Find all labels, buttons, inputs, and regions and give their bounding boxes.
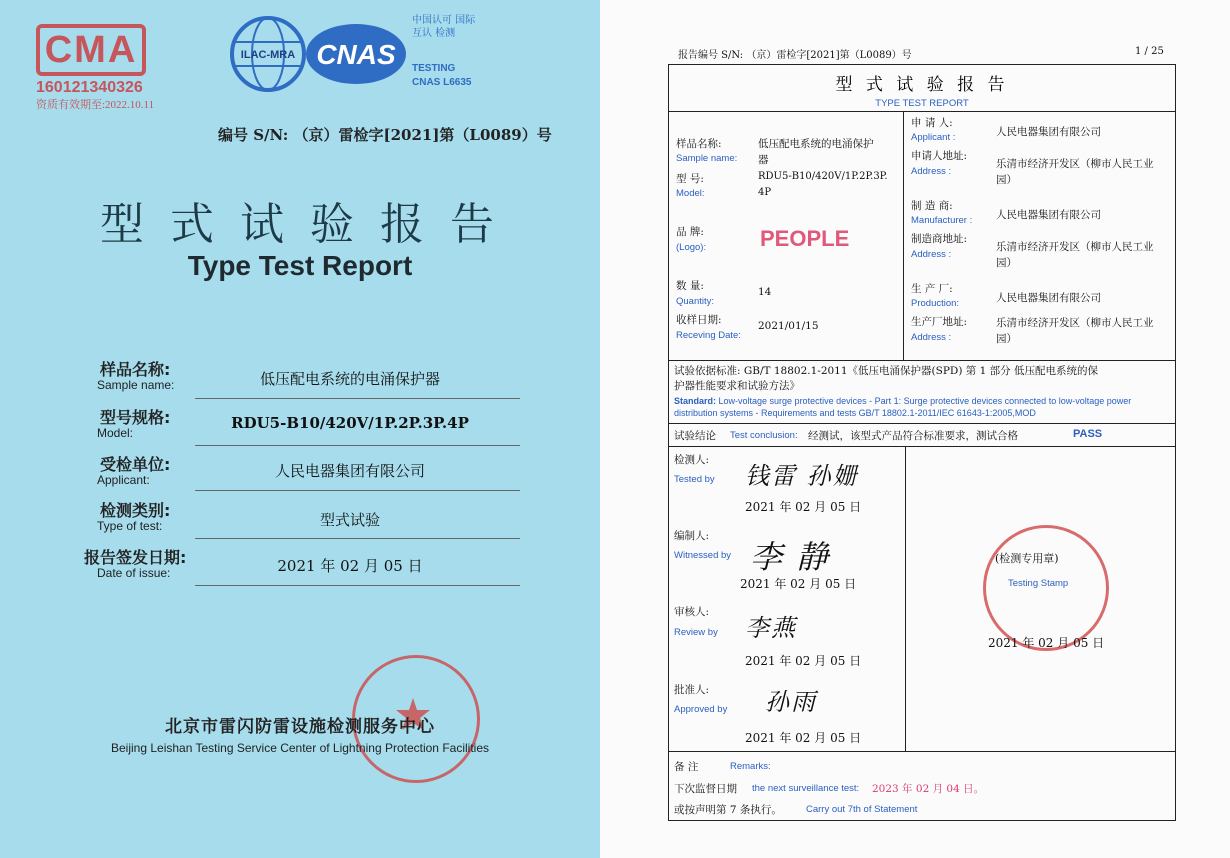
field-en-testtype: Type of test: <box>97 519 163 533</box>
label-brand-en: (Logo): <box>676 242 707 253</box>
cover-page <box>0 0 600 858</box>
conclusion-pass: PASS <box>1073 428 1103 440</box>
surveillance-label-en: the next surveillance test: <box>752 783 860 794</box>
label-recv-en: Receving Date: <box>676 330 741 341</box>
stamp-date: 2021 年 02 月 05 日 <box>988 636 1105 650</box>
label-prod-addr-en: Address : <box>911 332 952 343</box>
cnas-text: CNAS <box>316 39 396 70</box>
label-sample-en: Sample name: <box>676 153 738 164</box>
cover-title-zh: 型 式 试 验 报 告 <box>100 199 500 250</box>
remarks-label-en: Remarks: <box>730 761 771 772</box>
label-model-en: Model: <box>676 188 705 199</box>
conclusion-text: 经测试，该型式产品符合标准要求，测试合格 <box>808 430 1018 442</box>
witness-date: 2021 年 02 月 05 日 <box>740 577 857 591</box>
witness-label: 编制人: <box>674 530 710 542</box>
approve-label: 批准人: <box>674 684 710 696</box>
report-serial: 报告编号 S/N: （京）雷检字[2021]第（L0089）号 <box>678 50 912 61</box>
label-model: 型 号: <box>676 173 704 185</box>
statement-text: 或按声明第 7 条执行。 <box>674 804 782 816</box>
report-title-zh: 型 式 试 验 报 告 <box>835 75 1009 95</box>
value-model-2: 4P <box>758 187 772 198</box>
value-app-addr-2: 园） <box>996 174 1017 186</box>
field-en-model: Model: <box>97 426 134 440</box>
field-value-applicant: 人民电器集团有限公司 <box>274 462 425 480</box>
standard-en-1 <box>674 396 1131 406</box>
standard-en-text: Low-voltage surge protective devices - Part 1: Surge protective devices connected to low-voltage power <box>716 396 1132 406</box>
cnas-en-1: TESTING <box>412 63 456 74</box>
field-label-sample: 样品名称: <box>100 360 171 379</box>
field-value-testtype: 型式试验 <box>319 511 380 529</box>
field-en-applicant: Applicant: <box>97 473 150 487</box>
value-mfr-addr-2: 园） <box>996 257 1017 269</box>
review-label: 审核人: <box>674 606 710 618</box>
cnas-en-2: CNAS L6635 <box>412 77 472 88</box>
page-number: 1 / 25 <box>1135 46 1164 57</box>
label-sample: 样品名称: <box>676 138 722 150</box>
cover-serial: 编号 S/N: （京）雷检字[2021]第（L0089）号 <box>218 126 552 144</box>
org-name-zh: 北京市雷闪防雷设施检测服务中心 <box>165 717 435 737</box>
field-line <box>195 490 520 491</box>
standard-en-2: distribution systems - Requirements and tests GB/T 18802.1-2011/IEC 61643-1:2005,MOD <box>674 408 1036 418</box>
standard-en-label: Standard: <box>674 396 717 406</box>
field-value-sample: 低压配电系统的电涌保护器 <box>259 370 440 388</box>
report-title-en: TYPE TEST REPORT <box>875 98 969 109</box>
remarks-label: 备 注 <box>674 761 699 773</box>
field-value-model: RDU5-B10/420V/1P.2P.3P.4P <box>231 414 469 432</box>
field-line <box>195 398 520 399</box>
label-qty: 数 量: <box>676 280 704 292</box>
field-label-model: 型号规格: <box>100 408 171 427</box>
approve-signature: 孙雨 <box>765 688 817 716</box>
conclusion-label-en: Test conclusion: <box>730 430 798 441</box>
org-name-en: Beijing Leishan Testing Service Center of Lightning Protection Facilities <box>111 741 489 755</box>
field-label-applicant: 受检单位: <box>100 455 171 474</box>
field-label-testtype: 检测类别: <box>100 501 171 520</box>
label-recv: 收样日期: <box>676 314 722 326</box>
field-line <box>195 538 520 539</box>
label-prod-addr: 生产厂地址: <box>911 316 968 328</box>
cma-number: 160121340326 <box>36 79 143 96</box>
report-page <box>600 0 1230 858</box>
cover-title-en: Type Test Report <box>187 250 413 281</box>
value-app-addr-1: 乐清市经济开发区（柳市人民工业 <box>996 158 1154 170</box>
surveillance-label: 下次监督日期 <box>674 783 737 795</box>
approve-label-en: Approved by <box>674 704 728 715</box>
label-brand: 品 牌: <box>676 226 704 238</box>
tested-label-en: Tested by <box>674 474 715 485</box>
value-applicant: 人民电器集团有限公司 <box>996 126 1101 138</box>
value-prod: 人民电器集团有限公司 <box>996 292 1101 304</box>
field-value-issue: 2021 年 02 月 05 日 <box>277 557 423 575</box>
label-app-addr-en: Address : <box>911 166 952 177</box>
value-qty: 14 <box>758 286 772 298</box>
value-model-1: RDU5-B10/420V/1P.2P.3P. <box>758 171 888 182</box>
label-prod-en: Production: <box>911 298 960 309</box>
statement-text-en: Carry out 7th of Statement <box>806 804 918 815</box>
value-recv: 2021/01/15 <box>758 320 819 332</box>
label-applicant: 申 请 人: <box>911 117 953 129</box>
label-app-addr: 申请人地址: <box>911 150 968 162</box>
ilac-cnas-logo <box>228 14 408 94</box>
surveillance-date: 2023 年 02 月 04 日。 <box>872 783 985 795</box>
conclusion-label: 试验结论 <box>674 430 716 442</box>
value-sample-2: 器 <box>758 154 769 166</box>
value-prod-addr-2: 园） <box>996 333 1017 345</box>
tested-label: 检测人: <box>674 454 710 466</box>
standard-zh-1: 试验依据标准: GB/T 18802.1-2011《低压电涌保护器(SPD) 第 1 部分 低压配电系统的保 <box>674 365 1098 377</box>
cma-valid-date: 资质有效期至:2022.10.11 <box>36 99 155 111</box>
label-prod: 生 产 厂: <box>911 283 953 295</box>
label-mfr: 制 造 商: <box>911 200 953 212</box>
field-line <box>195 445 520 446</box>
review-date: 2021 年 02 月 05 日 <box>745 654 862 668</box>
field-en-issue: Date of issue: <box>97 566 171 580</box>
witness-label-en: Witnessed by <box>674 550 732 561</box>
tested-signature: 钱雷 孙姗 <box>745 462 859 490</box>
value-prod-addr-1: 乐清市经济开发区（柳市人民工业 <box>996 317 1154 329</box>
value-mfr: 人民电器集团有限公司 <box>996 209 1101 221</box>
label-applicant-en: Applicant : <box>911 132 956 143</box>
value-sample-1: 低压配电系统的电涌保护 <box>758 138 874 150</box>
cnas-zh: 中国认可 国际互认 检测 <box>412 15 476 39</box>
stamp-label: (检测专用章) <box>995 552 1059 565</box>
witness-signature: 李 静 <box>750 538 831 576</box>
people-logo: PEOPLE <box>760 226 850 251</box>
standard-zh-2: 护器性能要求和试验方法》 <box>674 380 800 392</box>
label-mfr-addr-en: Address : <box>911 249 952 260</box>
field-label-issue: 报告签发日期: <box>84 548 187 567</box>
label-mfr-addr: 制造商地址: <box>911 233 968 245</box>
review-signature: 李燕 <box>745 614 797 642</box>
field-en-sample: Sample name: <box>97 378 175 392</box>
review-label-en: Review by <box>674 627 718 638</box>
approve-date: 2021 年 02 月 05 日 <box>745 731 862 745</box>
label-mfr-en: Manufacturer : <box>911 215 973 226</box>
label-qty-en: Quantity: <box>676 296 715 307</box>
ilac-text: ILAC-MRA <box>240 49 296 61</box>
field-line <box>195 585 520 586</box>
tested-date: 2021 年 02 月 05 日 <box>745 500 862 514</box>
stamp-label-en: Testing Stamp <box>1008 578 1069 589</box>
cma-logo: CMA <box>36 24 146 76</box>
value-mfr-addr-1: 乐清市经济开发区（柳市人民工业 <box>996 241 1154 253</box>
